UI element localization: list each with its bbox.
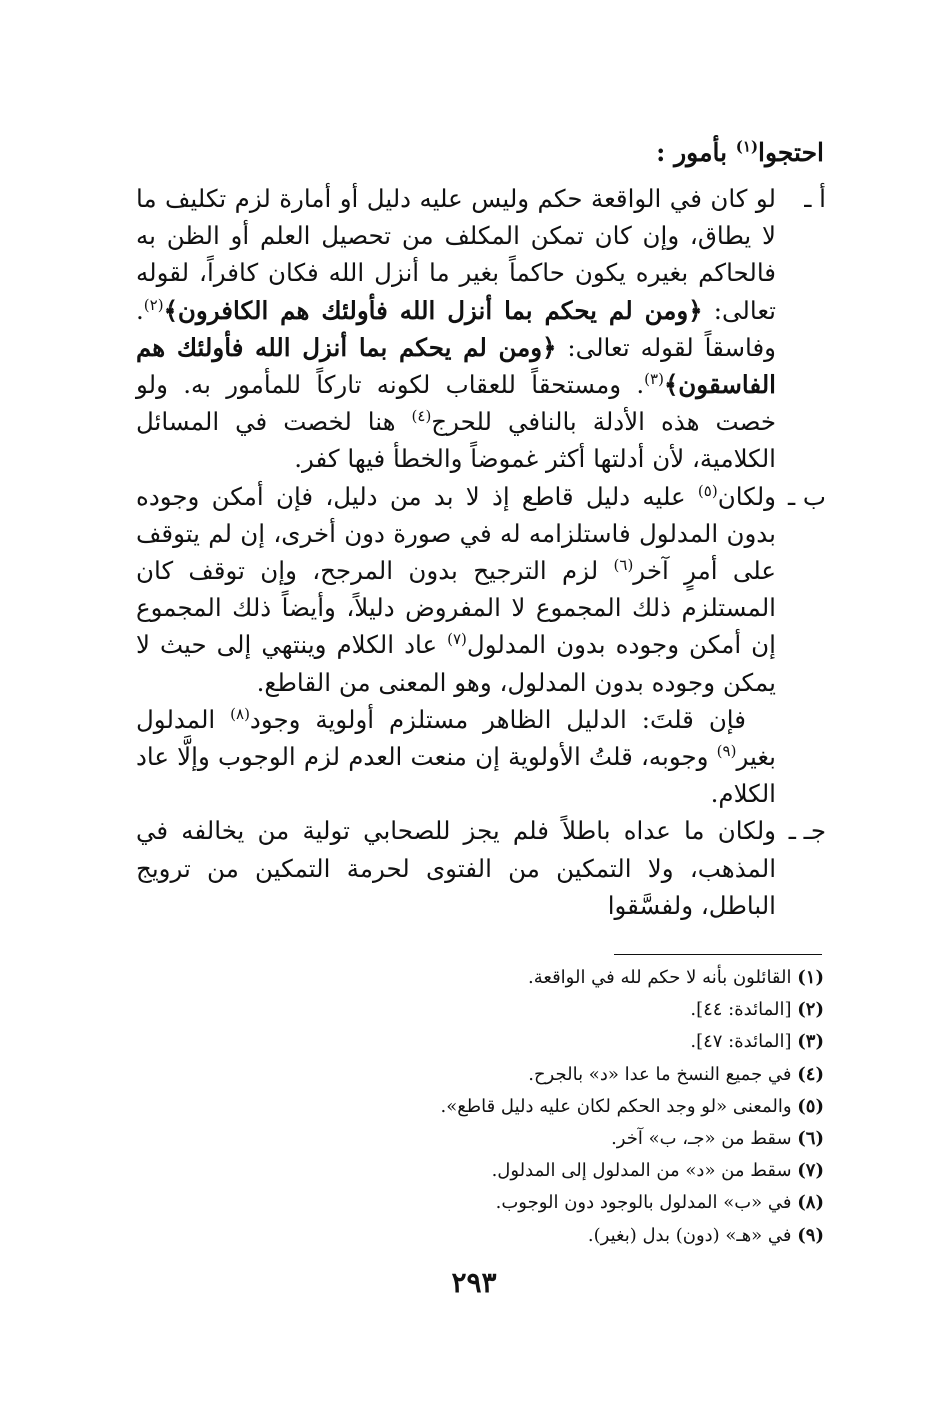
footnote-text: في «هـ» (دون) بدل (بغير). bbox=[587, 1224, 792, 1246]
text-span: ولكان bbox=[717, 481, 776, 511]
footnote-ref[interactable]: (١) bbox=[735, 137, 759, 156]
footnote-text: [المائدة: ٤٧]. bbox=[690, 1031, 792, 1053]
footnote-number: (٢) bbox=[797, 999, 824, 1021]
footnote-ref[interactable]: (٣) bbox=[644, 369, 664, 388]
footnote-ref[interactable]: (٨) bbox=[230, 704, 250, 723]
text-span: عاد الكلام وينتهي إلى حيث لا يمكن وجوده بدون المدلول، وهو المعنى من القاطع. bbox=[136, 630, 776, 697]
text-span: . وفاسقاً لقوله تعالى: bbox=[136, 295, 776, 362]
footnote-item bbox=[124, 1220, 824, 1252]
footnote-number: (٩) bbox=[797, 1224, 824, 1246]
paragraph-c bbox=[136, 812, 826, 924]
text-span: فإن قلتَ: الدليل الظاهر مستلزم أولوية وجود bbox=[249, 704, 746, 734]
footnote-item bbox=[124, 1091, 824, 1123]
footnote-text: سقط من «د» من المدلول إلى المدلول. bbox=[491, 1160, 792, 1182]
text-span: عليه دليل قاطع إذ لا بد من دليل، فإن أمكن وجوده بدون المدلول فاستلزامه له في صورة دون أخرى، إن لم يتوقف على أمرٍ آخر bbox=[136, 481, 776, 586]
footnote-number: (٤) bbox=[797, 1063, 824, 1085]
footnote-number: (٨) bbox=[797, 1192, 824, 1214]
footnote-item bbox=[124, 1187, 824, 1219]
footnote-item bbox=[124, 1123, 824, 1155]
text-span: المدلول بغير bbox=[136, 704, 776, 772]
footnote-ref[interactable]: (٩) bbox=[716, 741, 737, 760]
footnote-text: والمعنى «لو وجد الحكم لكان عليه دليل قاطع». bbox=[440, 1095, 792, 1117]
footnote-ref[interactable]: (٥) bbox=[697, 481, 718, 500]
footnote-number: (٥) bbox=[797, 1095, 824, 1117]
footnote-item bbox=[124, 994, 824, 1026]
text-span: وجوبه، قلتُ الأولوية إن منعت العدم لزم الوجوب وإلَّا عاد الكلام. bbox=[136, 742, 776, 809]
footnote-number: (١) bbox=[797, 967, 824, 988]
footnote-number: (٧) bbox=[797, 1160, 824, 1182]
footnote-item bbox=[124, 962, 824, 994]
paragraph-text bbox=[136, 180, 776, 478]
paragraph-b bbox=[136, 478, 826, 701]
footnote-number: (٣) bbox=[797, 1031, 824, 1053]
text-span: لزم الترجيح بدون المرجح، وإن توقف كان المستلزم ذلك المجموع لا المفروض دليلاً، وأيضاً ذلك المجموع إن أمكن وجوده بدون المدلول bbox=[136, 556, 776, 660]
paragraph-text: ولكان ما عداه باطلاً فلم يجز للصحابي تولية من يخالفه في المذهب، ولا التمكين من الفتوى لحرمة التمكين من ترويج الباطل، ولفسَّقوا bbox=[136, 816, 776, 920]
page-number: ٢٩٣ bbox=[451, 1266, 497, 1299]
heading-rest: بأمور : bbox=[656, 138, 736, 167]
text-span: لو كان في الواقعة حكم وليس عليه دليل أو أمارة لزم تكليف ما لا يطاق، وإن كان تمكن المكلف من تحصيل العلم أو الظن به فالحاكم بغيره يكون حاكماً بغير ما أنزل الله فكان كافراً، لقوله تعالى: bbox=[136, 184, 776, 325]
footnote-number: (٦) bbox=[797, 1128, 824, 1150]
footnote-item bbox=[124, 1155, 824, 1187]
footnote-text: [المائدة: ٤٤]. bbox=[690, 999, 792, 1021]
footnote-text: في «ب» المدلول بالوجود دون الوجوب. bbox=[495, 1192, 792, 1214]
heading-text: احتجوا bbox=[758, 138, 824, 167]
text-span: هنا لخصت في المسائل الكلامية، لأن أدلتها أكثر غموضاً والخطأ فيها كفر. bbox=[136, 407, 776, 474]
objection-paragraph bbox=[136, 701, 826, 813]
quran-quote: ﴿ومن لم يحكم بما أنزل الله فأولئك هم الكافرون﴾ bbox=[163, 295, 703, 325]
quran-quote: ﴿ومن لم يحكم بما أنزل الله فأولئك هم الفاسقون﴾ bbox=[136, 332, 776, 400]
footnote-text: القائلون بأنه لا حكم لله في الواقعة. bbox=[528, 967, 792, 988]
footnote-ref[interactable]: (٢) bbox=[143, 295, 164, 314]
section-heading bbox=[656, 138, 824, 167]
footnote-ref[interactable]: (٧) bbox=[447, 630, 467, 649]
paragraph-text bbox=[136, 478, 776, 701]
footnote-item bbox=[124, 1026, 824, 1058]
main-text bbox=[136, 180, 826, 924]
footnote-text: سقط من «جـ، ب» آخر. bbox=[611, 1128, 792, 1150]
paragraph-marker: جـ ـ bbox=[788, 816, 826, 846]
footnote-text: في جميع النسخ ما عدا «د» بالجرح. bbox=[528, 1063, 792, 1085]
paragraph-marker: ب ـ bbox=[787, 481, 826, 511]
text-span: . ومستحقاً للعقاب لكونه تاركاً للمأمور به. ولو خصت هذه الأدلة بالنافي للحرج bbox=[136, 370, 776, 437]
paragraph-a bbox=[136, 180, 826, 478]
paragraph-marker: أ ـ bbox=[804, 184, 826, 213]
footnote-ref[interactable]: (٦) bbox=[613, 555, 634, 574]
footnotes bbox=[124, 962, 824, 1252]
footnote-ref[interactable]: (٤) bbox=[411, 407, 432, 426]
footnote-divider bbox=[614, 954, 822, 955]
footnote-item bbox=[124, 1059, 824, 1091]
